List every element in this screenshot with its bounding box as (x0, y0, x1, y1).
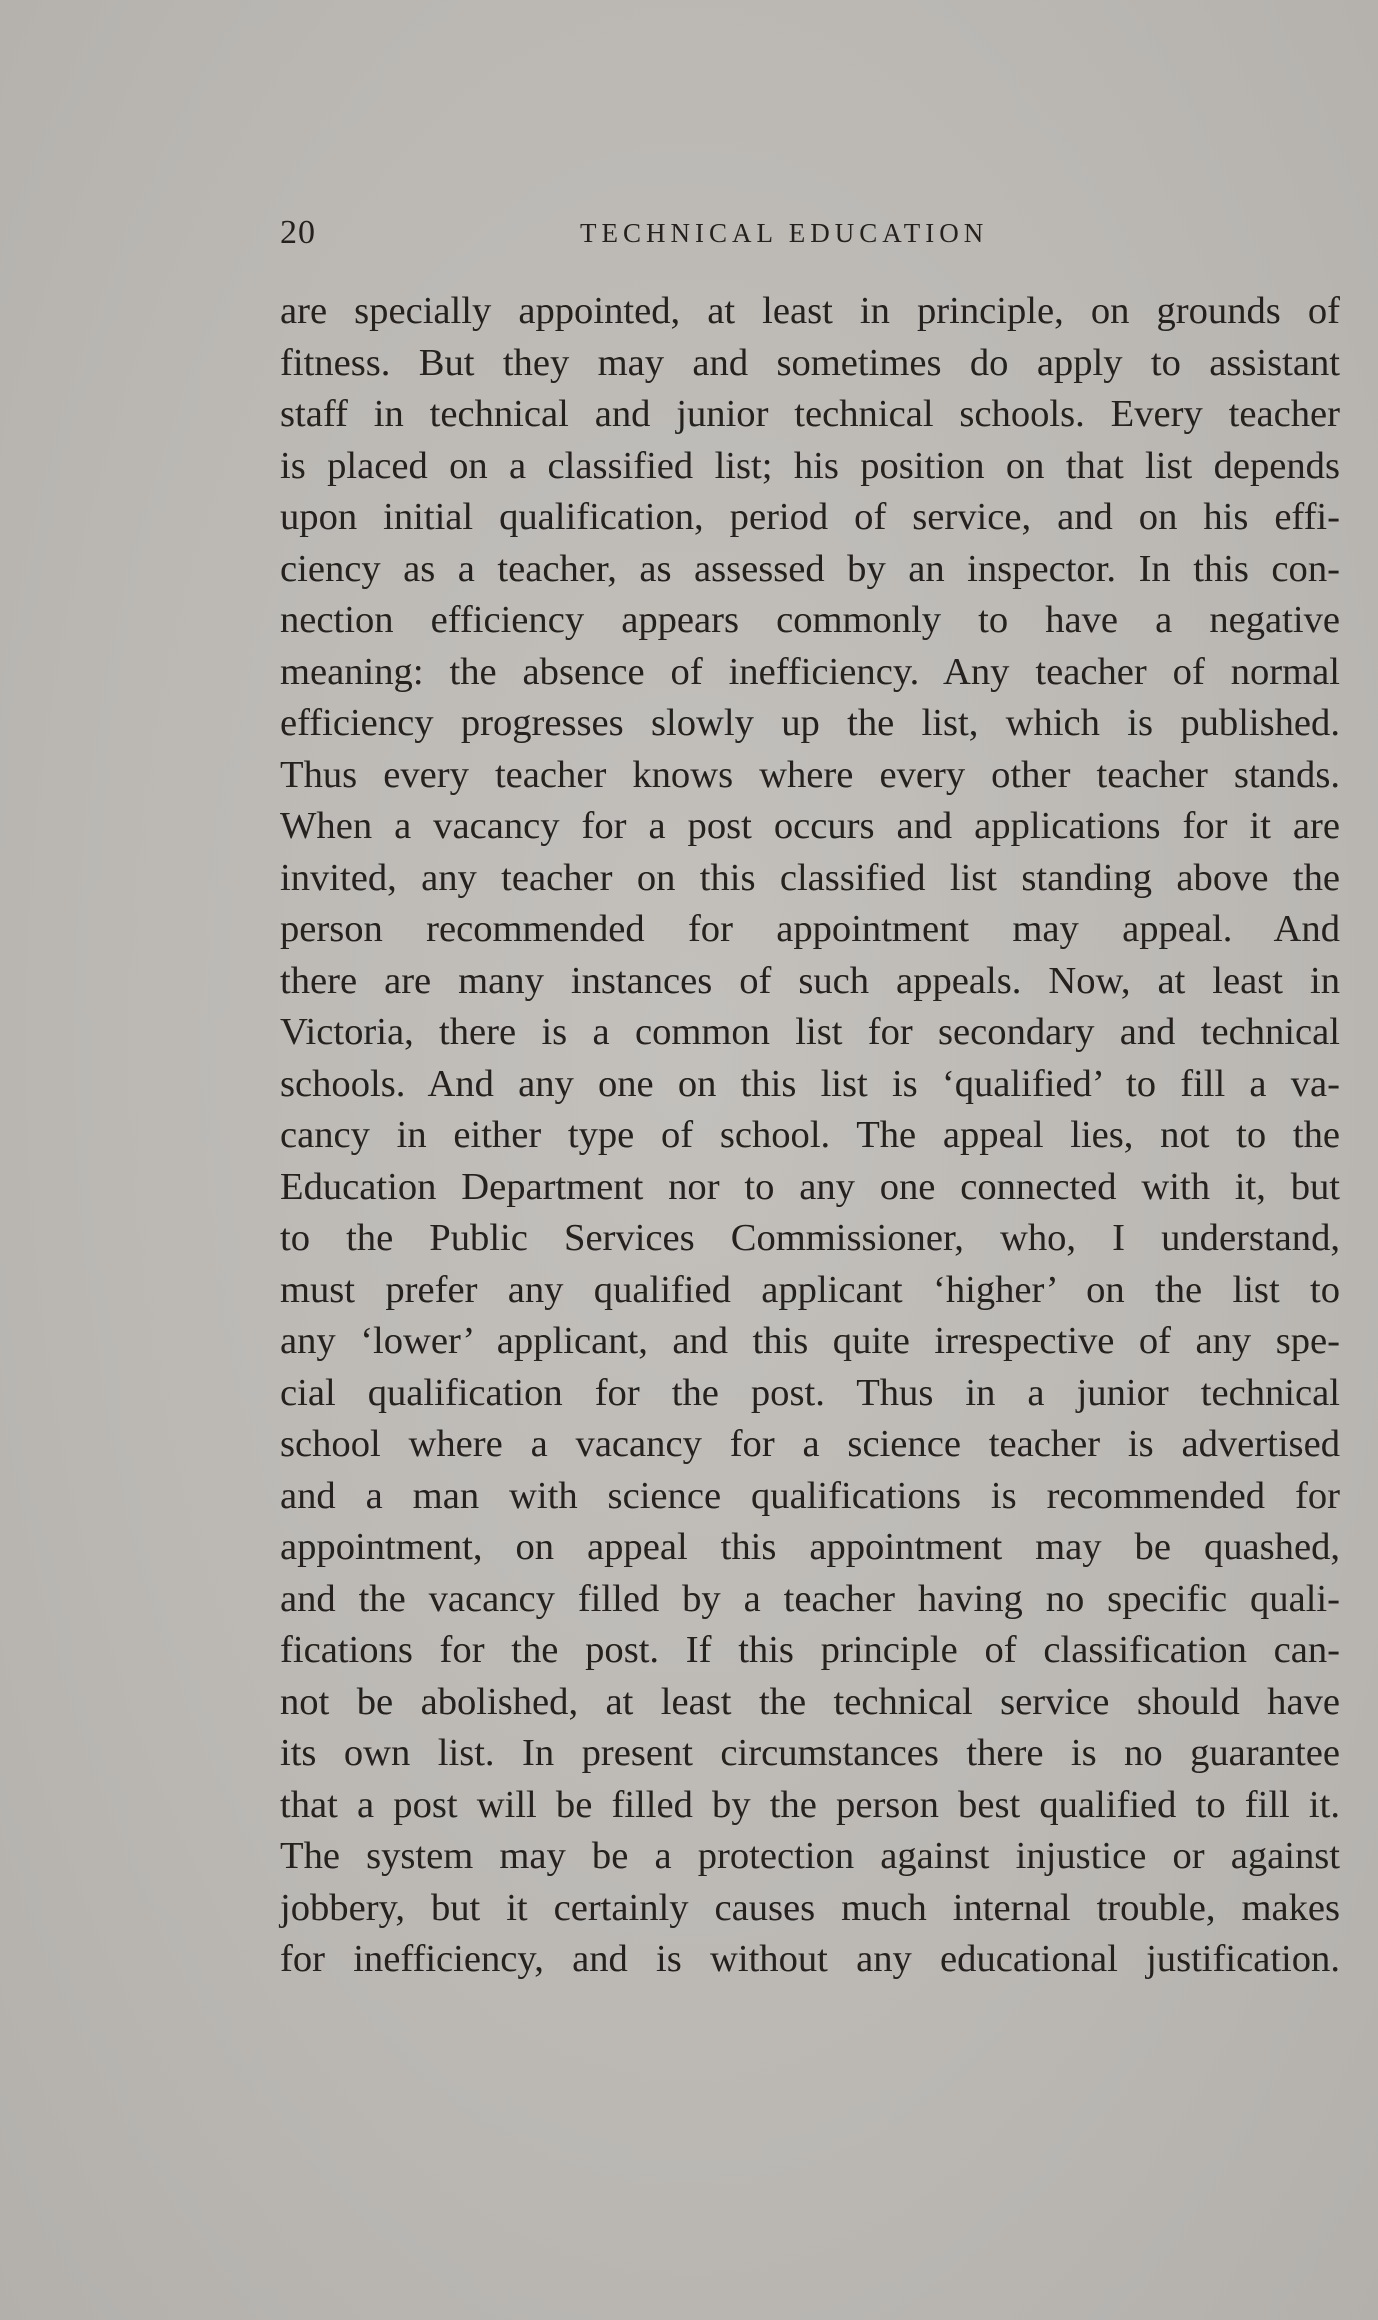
text-line: must prefer any qualified applicant ‘higher’ on the list to (280, 1268, 1340, 1311)
page-number: 20 (280, 214, 316, 251)
text-line: there are many instances of such appeals. Now, at least in (280, 959, 1340, 1002)
text-line: Education Department nor to any one connected with it, but (280, 1165, 1340, 1208)
text-line: upon initial qualification, period of service, and on his effi- (280, 496, 1340, 538)
running-title: TECHNICAL EDUCATION (580, 218, 989, 248)
text-line: are specially appointed, at least in principle, on grounds of (280, 290, 1340, 332)
text-line: is placed on a classified list; his position on that list depends (280, 444, 1340, 487)
running-head (280, 214, 1340, 254)
text-line: fications for the post. If this principle of classification can- (280, 1629, 1340, 1671)
text-line: Thus every teacher knows where every other teacher stands. (280, 753, 1340, 796)
text-line: jobbery, but it certainly causes much internal trouble, makes (280, 1886, 1340, 1929)
text-line: cial qualification for the post. Thus in a junior technical (280, 1371, 1340, 1414)
text-line: to the Public Services Commissioner, who, I understand, (280, 1217, 1340, 1259)
text-line: schools. And any one on this list is ‘qualified’ to fill a va- (280, 1062, 1340, 1105)
text-line: invited, any teacher on this classified list standing above the (280, 856, 1340, 899)
text-line: cancy in either type of school. The appeal lies, not to the (280, 1114, 1340, 1156)
text-line: ciency as a teacher, as assessed by an inspector. In this con- (280, 547, 1340, 590)
text-line: meaning: the absence of inefficiency. Any teacher of normal (280, 650, 1340, 693)
text-line: The system may be a protection against injustice or against (280, 1835, 1340, 1877)
text-line: and a man with science qualifications is recommended for (280, 1474, 1340, 1517)
text-line: any ‘lower’ applicant, and this quite irrespective of any spe- (280, 1320, 1340, 1362)
text-line: for inefficiency, and is without any educational justification. (280, 1938, 1340, 1980)
text-line: staff in technical and junior technical schools. Every teacher (280, 393, 1340, 435)
text-line: person recommended for appointment may appeal. And (280, 908, 1340, 950)
text-line: not be abolished, at least the technical service should have (280, 1680, 1340, 1723)
body-text (280, 286, 1340, 1986)
text-line: appointment, on appeal this appointment may be quashed, (280, 1526, 1340, 1568)
text-line: When a vacancy for a post occurs and applications for it are (280, 805, 1340, 847)
text-line: efficiency progresses slowly up the list, which is published. (280, 702, 1340, 744)
text-line: nection efficiency appears commonly to have a negative (280, 599, 1340, 641)
text-line: that a post will be filled by the person best qualified to fill it. (280, 1783, 1340, 1826)
text-line: fitness. But they may and sometimes do apply to assistant (280, 341, 1340, 384)
text-line: and the vacancy filled by a teacher having no specific quali- (280, 1577, 1340, 1620)
text-line: school where a vacancy for a science teacher is advertised (280, 1423, 1340, 1465)
text-line: Victoria, there is a common list for secondary and technical (280, 1011, 1340, 1053)
text-line: its own list. In present circumstances there is no guarantee (280, 1732, 1340, 1774)
